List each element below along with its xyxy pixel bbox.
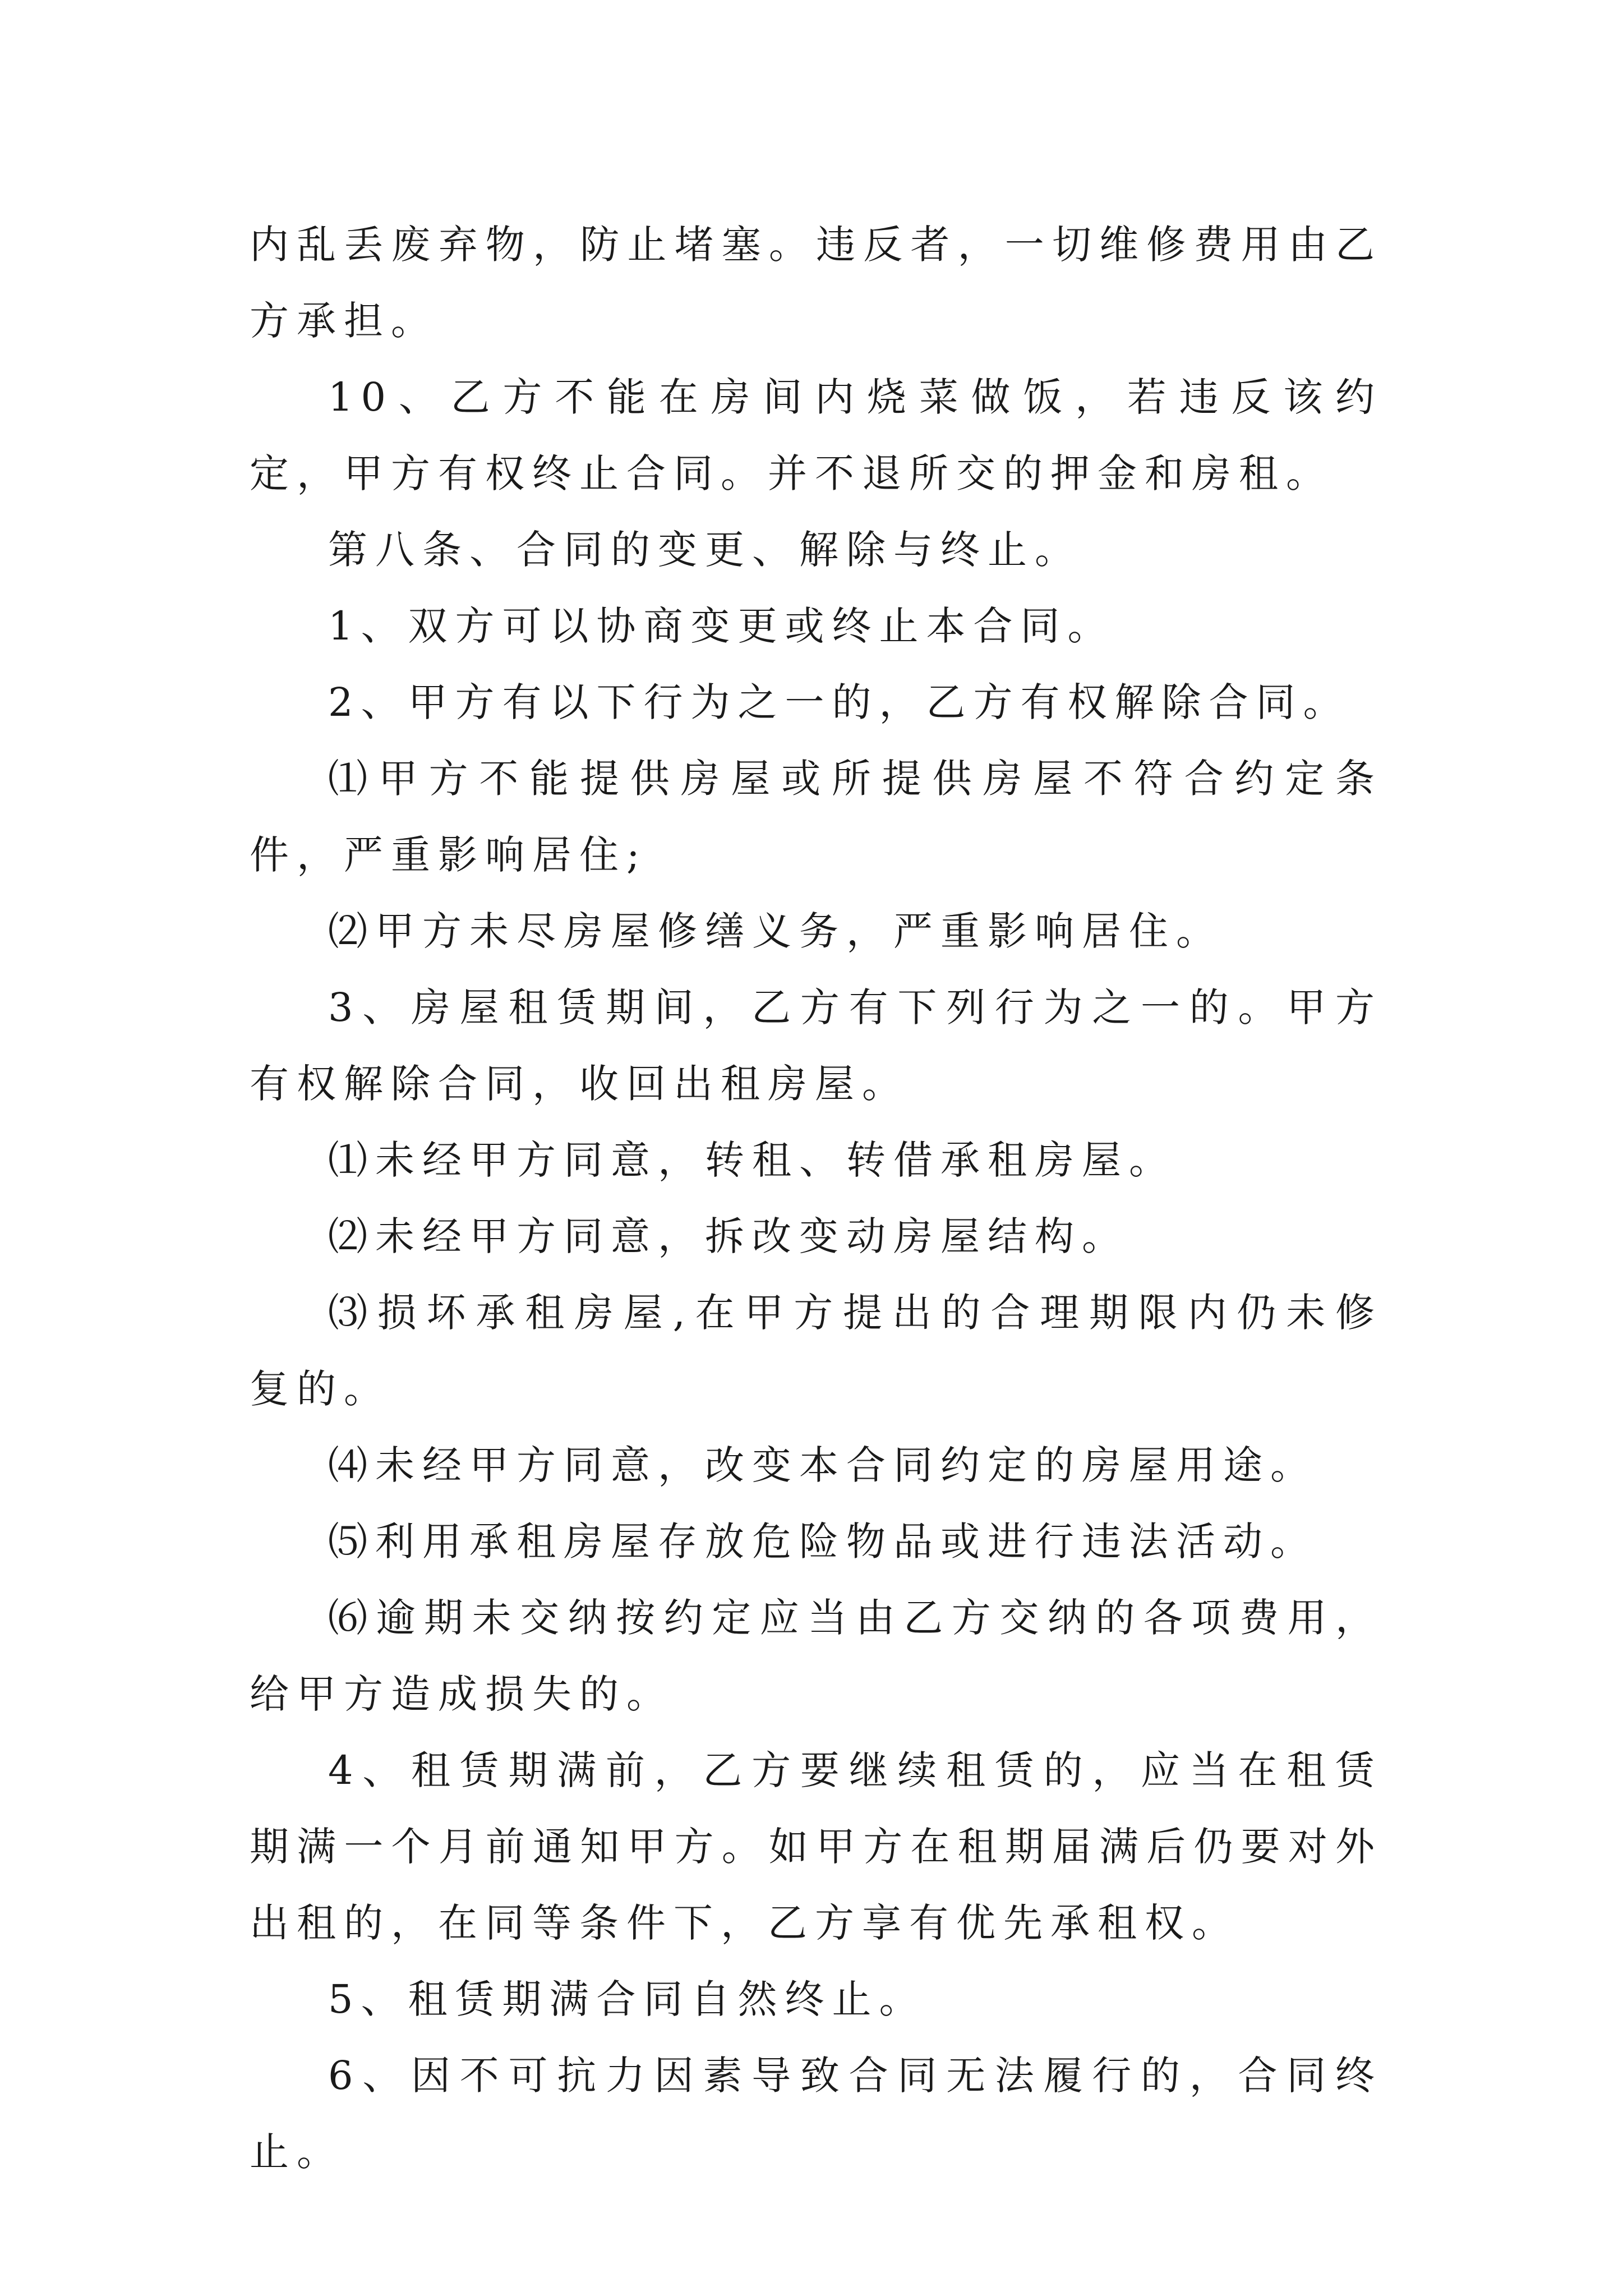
paragraph: 1、双方可以协商变更或终止本合同。 xyxy=(328,603,1115,649)
paragraph: 5、租赁期满合同自然终止。 xyxy=(328,1976,926,2022)
list-item: ⑴未经甲方同意，转租、转借承租房屋。 xyxy=(328,1137,1176,1183)
paragraph: 10、乙方不能在房间内烧菜做饭，若违反该约定，甲方有权终止合同。并不退所交的押金和房租。 xyxy=(250,374,1382,496)
paragraph: 4、租赁期满前，乙方要继续租赁的，应当在租赁期满一个月前通知甲方。如甲方在租期届满后仍要对外出租的，在同等条件下，乙方享有优先承租权。 xyxy=(250,1747,1382,1946)
list-item: ⑵甲方未尽房屋修缮义务，严重影响居住。 xyxy=(328,908,1223,954)
list-item: ⑴甲方不能提供房屋或所提供房屋不符合约定条件，严重影响居住; xyxy=(250,756,1382,878)
list-item: ⑹逾期未交纳按约定应当由乙方交纳的各项费用，给甲方造成损失的。 xyxy=(250,1595,1382,1717)
paragraph: 内乱丢废弃物，防止堵塞。违反者，一切维修费用由乙方承担。 xyxy=(250,222,1382,344)
section-heading: 第八条、合同的变更、解除与终止。 xyxy=(328,527,1082,573)
list-item: ⑷未经甲方同意，改变本合同约定的房屋用途。 xyxy=(328,1442,1317,1488)
list-item: ⑶损坏承租房屋,在甲方提出的合理期限内仍未修复的。 xyxy=(250,1290,1382,1412)
list-item: ⑵未经甲方同意，拆改变动房屋结构。 xyxy=(328,1213,1129,1259)
document-body xyxy=(250,206,1382,2190)
paragraph: 2、甲方有以下行为之一的，乙方有权解除合同。 xyxy=(328,679,1350,725)
paragraph: 6、因不可抗力因素导致合同无法履行的，合同终止。 xyxy=(250,2053,1382,2175)
paragraph: 3、房屋租赁期间，乙方有下列行为之一的。甲方有权解除合同，收回出租房屋。 xyxy=(250,984,1382,1107)
list-item: ⑸利用承租房屋存放危险物品或进行违法活动。 xyxy=(328,1519,1317,1565)
